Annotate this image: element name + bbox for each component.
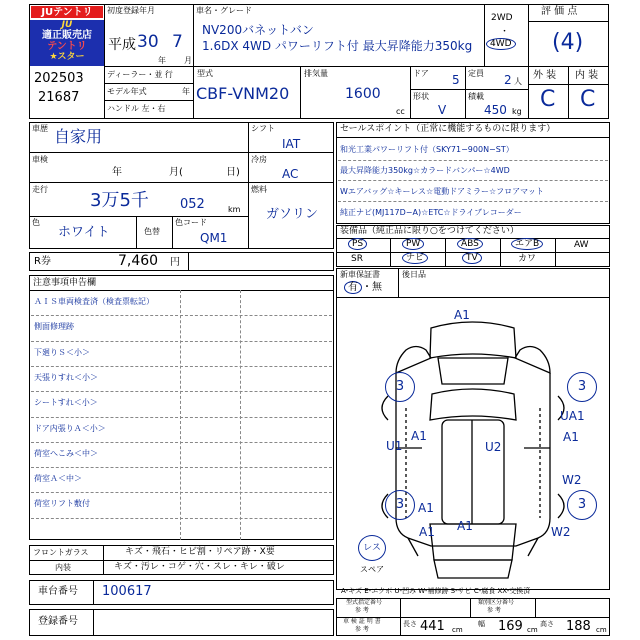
chassis-value: 100617 (102, 584, 152, 599)
height-unit: cm (596, 626, 607, 634)
length-value: 441 (420, 619, 445, 634)
mark-rear-right: W2 (551, 525, 571, 539)
mark-wheel-rear-right: 3 (567, 490, 597, 520)
car-name-line2: 1.6DX 4WD パワーリフト付 最大昇降能力350kg (202, 39, 473, 53)
logo-brand: JUテントリ (30, 5, 104, 19)
score-value: (4) (552, 30, 584, 55)
shift-label: シフト (251, 124, 275, 133)
mark-rear-left: A1 (419, 525, 435, 539)
type-value: CBF-VNM20 (196, 84, 290, 103)
reg-month-suffix: 月 (184, 56, 192, 65)
car-name-label: 車名・グレード (196, 6, 252, 15)
load-value: 450 (484, 103, 507, 117)
door-value: 5 (452, 73, 460, 87)
cc-label: 排気量 (304, 69, 328, 78)
equip-tv: TV (462, 254, 482, 263)
reg-date-label: 初度登録年月 (107, 6, 155, 15)
exterior-label: 外 装 (533, 70, 557, 81)
chassis-label: 車台番号 (38, 586, 78, 597)
sheet-id-1: 202503 (34, 71, 84, 86)
car-name-line1: NV200バネットバン (202, 23, 314, 37)
mark-right-front: UA1 (560, 409, 585, 423)
logo-line3: テントリ (47, 41, 87, 52)
inspect-label: 車検 (32, 155, 48, 164)
color-change-label: 色替 (144, 227, 160, 236)
note-item: 天張りすれ＜小＞ (34, 372, 98, 382)
height-label: 高さ (540, 620, 554, 628)
logo-line2: 適正販売店 (42, 30, 92, 41)
cert-value: 有 ・無 (344, 283, 382, 293)
mark-front-bumper: A1 (454, 308, 470, 322)
sheet-id-2: 21687 (38, 90, 80, 105)
interior-cond-label: 内装 (55, 563, 71, 572)
handle-label: ハンドル 左・右 (107, 104, 166, 113)
length-unit: cm (452, 626, 463, 634)
front-glass-label: フロントガラス (33, 548, 89, 557)
reg-year: 30 (137, 32, 159, 52)
cert-label: 新車保証書 (340, 270, 380, 279)
load-label: 積載 (468, 92, 484, 101)
note-item: 下廻りＳ＜小＞ (34, 347, 90, 357)
class-label: 類別区分番号 (478, 599, 515, 606)
mark-left-front-fender: U1 (386, 439, 403, 453)
capacity-unit: 人 (514, 77, 522, 86)
length-label: 長さ (403, 620, 417, 628)
shape-value: V (438, 103, 447, 117)
note-item: ドア内張りＡ＜小＞ (34, 423, 106, 433)
reg-month: 7 (172, 32, 183, 52)
recycle-frame (29, 252, 334, 271)
mark-right-rear: W2 (562, 473, 582, 487)
mileage-label: 走行 (32, 185, 48, 194)
usage-label: 車歴 (32, 124, 48, 133)
mark-left-rear-door: A1 (418, 501, 434, 515)
notes-title: 注意事項申告欄 (33, 278, 97, 288)
color-value: ホワイト (58, 225, 110, 240)
mileage-unit: km (228, 205, 241, 214)
logo-line1: JU (61, 20, 73, 30)
logo (30, 5, 104, 67)
inspect-year: 年 (112, 167, 122, 178)
reg-doc-label: 車 検 証 明 書 (343, 618, 381, 625)
width-value: 169 (498, 619, 523, 634)
front-glass-value: キズ・飛石・ヒビ割・リペア跡・X要 (125, 547, 275, 557)
shift-value: IAT (282, 137, 301, 151)
inspect-month: 月( (169, 167, 183, 178)
capacity-label: 定員 (468, 69, 484, 78)
registration-label: 登録番号 (38, 616, 78, 627)
equipment-title: 装備品（純正品に限り○をつけてください） (340, 226, 519, 236)
sales-point-1: 和光工業パワーリフト付（SKY71−900N−ST） (340, 145, 514, 154)
spare-mark: レス (358, 535, 386, 561)
type-designation-label: 型式指定番号 (346, 599, 383, 606)
mark-wheel-front-left: 3 (385, 372, 415, 402)
logo-line4: ★スター (49, 52, 85, 62)
equip-abs: ABS (457, 240, 483, 249)
type-label: 型式 (197, 69, 213, 78)
logo-badge (30, 20, 104, 66)
inspect-day: 日) (226, 167, 240, 178)
equip-ps: PS (348, 240, 367, 249)
exterior-grade: C (540, 87, 556, 112)
mark-wheel-rear-left: 3 (385, 490, 415, 520)
equip-leather: カワ (518, 254, 537, 264)
mileage-small: 052 (180, 197, 205, 212)
reg-doc-ref: 参 考 (355, 626, 369, 633)
note-item: ＡＩＳ車両検査済（検査票転記） (34, 297, 154, 306)
interior-grade: C (580, 87, 596, 112)
sales-points-title: セールスポイント（正常に機能するものに限ります） (340, 124, 556, 134)
after-label: 後日品 (402, 270, 426, 279)
note-item: 荷室へこみ＜中＞ (34, 448, 98, 458)
drive-dot: ・ (500, 27, 510, 37)
color-code-label: 色コード (175, 218, 207, 227)
recycle-unit: 円 (170, 257, 180, 268)
fuel-value: ガソリン (266, 207, 319, 222)
model-year-suffix: 年 (182, 87, 190, 96)
capacity-value: 2 (504, 73, 512, 87)
mark-wheel-front-right: 3 (567, 372, 597, 402)
spare-label: スペア (360, 565, 384, 574)
mileage-value: 3万5千 (90, 190, 149, 211)
recycle-label: R券 (34, 256, 51, 267)
note-item: シートすれ＜小＞ (34, 398, 98, 408)
usage-value: 自家用 (54, 127, 103, 146)
equip-pw: PW (402, 240, 424, 249)
note-item: 荷室Ａ＜中＞ (34, 474, 82, 484)
header-frame (29, 4, 609, 119)
ac-label: 冷房 (251, 155, 267, 164)
mark-roof: U2 (485, 440, 502, 454)
height-value: 188 (566, 619, 591, 634)
door-label: ドア (413, 69, 429, 78)
note-item: 側面修理跡 (34, 322, 74, 332)
fuel-label: 燃料 (251, 185, 267, 194)
drive-2wd: 2WD (491, 13, 513, 23)
score-label: 評 価 点 (541, 6, 578, 17)
sales-point-2: 最大昇降能力350kg☆カラードバンパー☆4WD (340, 166, 510, 175)
sales-point-4: 純正ナビ(MJ117D−A)☆ETC☆ドライブレコーダー (340, 208, 522, 217)
equip-aw: AW (574, 240, 589, 250)
reg-year-suffix: 年 (158, 56, 166, 65)
interior-label: 内 装 (575, 70, 599, 81)
width-label: 幅 (478, 620, 485, 628)
class-ref-label: 参 考 (487, 607, 501, 614)
mark-rear-center: A1 (457, 519, 473, 533)
model-year-label: モデル年式 (107, 87, 147, 96)
mark-left-front-door: A1 (411, 429, 427, 443)
load-unit: kg (512, 107, 522, 116)
type-ref-label: 参 考 (355, 607, 369, 614)
sales-point-3: Wエアバッグ☆キーレス☆電動ドアミラー☆フロアマット (340, 187, 544, 196)
cc-value: 1600 (345, 86, 381, 102)
damage-legend: A-キズ E-エクボ U-凹み W-補修跡 S-サビ C-腐食 XX-交換済 (341, 587, 531, 595)
color-label: 色 (32, 218, 40, 227)
interior-cond-value: キズ・汚レ・コゲ・穴・スレ・キレ・破レ (114, 562, 285, 572)
mark-right-front-door: A1 (563, 430, 579, 444)
equip-sr: SR (351, 254, 363, 264)
reg-era: 平成 (108, 37, 136, 53)
color-code-value: QM1 (200, 231, 228, 245)
drive-4wd: 4WD (486, 40, 516, 49)
cc-unit: cc (396, 107, 405, 116)
ac-value: AC (282, 167, 299, 181)
shape-label: 形状 (413, 92, 429, 101)
width-unit: cm (527, 626, 538, 634)
recycle-value: 7,460 (118, 253, 159, 269)
equip-airbag: エアB (511, 240, 543, 249)
dealer-label: ディーラー・並 行 (107, 70, 173, 79)
equip-navi: ナビ (402, 254, 428, 263)
note-item: 荷室リフト敷付 (34, 499, 90, 509)
